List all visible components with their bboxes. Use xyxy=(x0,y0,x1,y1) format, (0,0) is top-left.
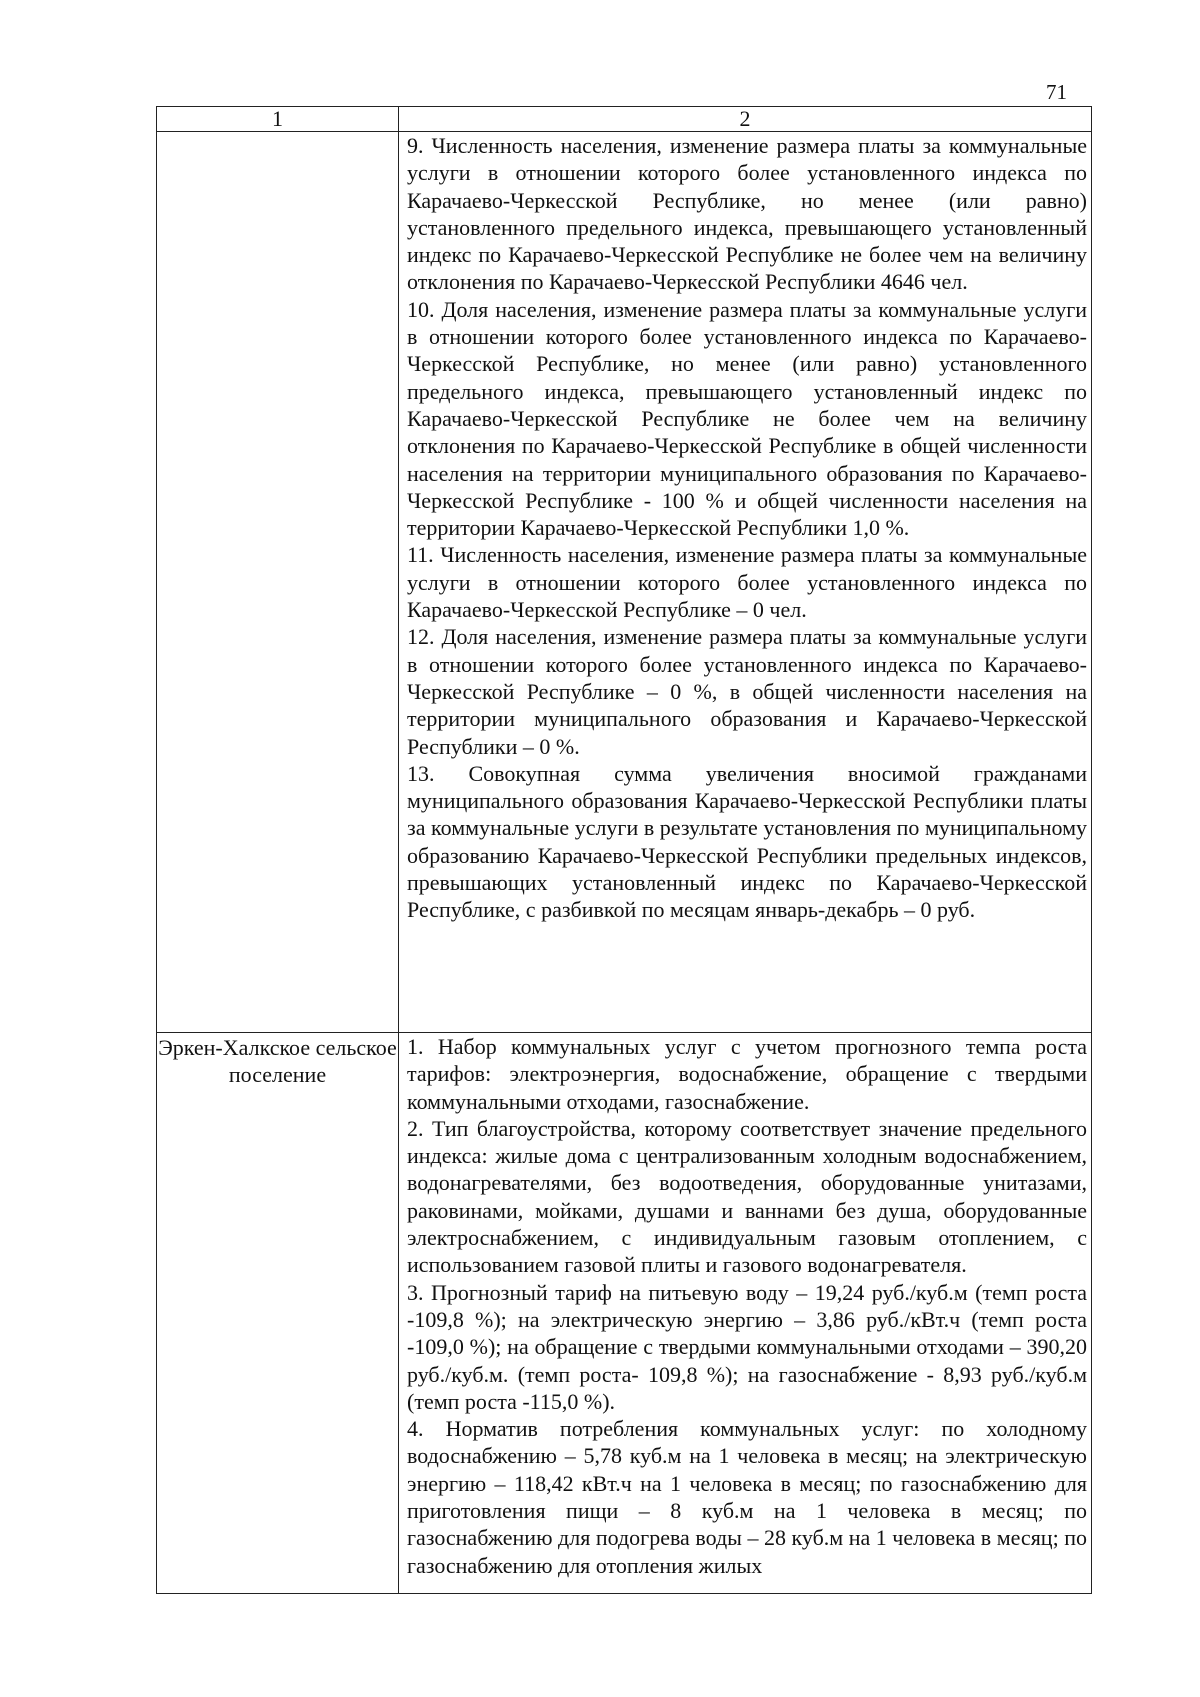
paragraph-item-2: 2. Тип благоустройства, которому соответствует значение предельного индекса: жилые дома с централизованным холодным водоснабжением, водонагревателями, без водоотведения, оборудованные унитазами, раковинами, мойками, душами и ваннами без душа, оборудованные электроснабжением, с индивидуальным газовым отоплением, с использованием газовой плиты и газового водонагревателя. xyxy=(407,1115,1087,1278)
paragraph-item-12: 12. Доля населения, изменение размера платы за коммунальные услуги в отношении которого более установленного индекса по Карачаево-Черкесской Республике – 0 %, в общей численности населения на территории муниципального образования и Карачаево-Черкесской Республики – 0 %. xyxy=(407,624,1087,759)
description-cell xyxy=(399,1033,1092,1594)
municipality-name xyxy=(157,132,398,133)
paragraph-item-10: 10. Доля населения, изменение размера платы за коммунальные услуги в отношении которого более установленного индекса по Карачаево-Черкесской Республике, но менее (или равно) установленного предельного индекса, превышающего установленный индекс по Карачаево-Черкесской Республике не более чем на величину отклонения по Карачаево-Черкесской Республике в общей численности населения на территории муниципального образования по Карачаево-Черкесской Республике - 100 % и общей численности населения на территории Карачаево-Черкесской Республики 1,0 %. xyxy=(407,296,1087,541)
municipality-cell xyxy=(157,132,399,1033)
column-header-1: 1 xyxy=(157,107,399,132)
paragraph-item-11: 11. Численность населения, изменение размера платы за коммунальные услуги в отношении которого более установленного индекса по Карачаево-Черкесской Республике – 0 чел. xyxy=(407,542,1087,623)
column-header-2: 2 xyxy=(399,107,1092,132)
index-table xyxy=(156,106,1092,1594)
description-cell xyxy=(399,132,1092,1033)
paragraph-item-3: 3. Прогнозный тариф на питьевую воду – 19,24 руб./куб.м (темп роста -109,8 %); на электрическую энергию – 3,86 руб./кВт.ч (темп роста -109,0 %); на обращение с твердыми коммунальными отходами – 390,20 руб./куб.м. (темп роста- 109,8 %); на газоснабжение - 8,93 руб./куб.м (темп роста -115,0 %). xyxy=(407,1279,1087,1414)
table-row xyxy=(157,132,1092,1033)
paragraph-item-4: 4. Норматив потребления коммунальных услуг: по холодному водоснабжению – 5,78 куб.м на 1 человека в месяц; на электрическую энергию – 118,42 кВт.ч на 1 человека в месяц; по газоснабжению для приготовления пищи – 8 куб.м на 1 человека в месяц; по газоснабжению для подогрева воды – 28 куб.м на 1 человека в месяц; по газоснабжению для отопления жилых xyxy=(407,1416,1087,1578)
table-header-row xyxy=(157,107,1092,132)
paragraph-item-9: 9. Численность населения, изменение размера платы за коммунальные услуги в отношении которого более установленного индекса по Карачаево-Черкесской Республике, но менее (или равно) установленного предельного индекса, превышающего установленный индекс по Карачаево-Черкесской Республике не более чем на величину отклонения по Карачаево-Черкесской Республики 4646 чел. xyxy=(407,133,1087,295)
municipality-name: Эркен-Халкское сельское поселение xyxy=(158,1035,397,1088)
paragraph-item-13: 13. Совокупная сумма увеличения вносимой гражданами муниципального образования Карачаево-Черкесской Республики платы за коммунальные услуги в результате установления по муниципальному образованию Карачаево-Черкесской Республики предельных индексов, превышающих установленный индекс по Карачаево-Черкесской Республике, с разбивкой по месяцам январь-декабрь – 0 руб. xyxy=(407,760,1087,923)
municipality-cell xyxy=(157,1033,399,1594)
page-number: 71 xyxy=(1046,80,1067,104)
paragraph-item-1: 1. Набор коммунальных услуг с учетом прогнозного темпа роста тарифов: электроэнергия, водоснабжение, обращение с твердыми коммунальными отходами, газоснабжение. xyxy=(407,1034,1087,1114)
table-row xyxy=(157,1033,1092,1594)
